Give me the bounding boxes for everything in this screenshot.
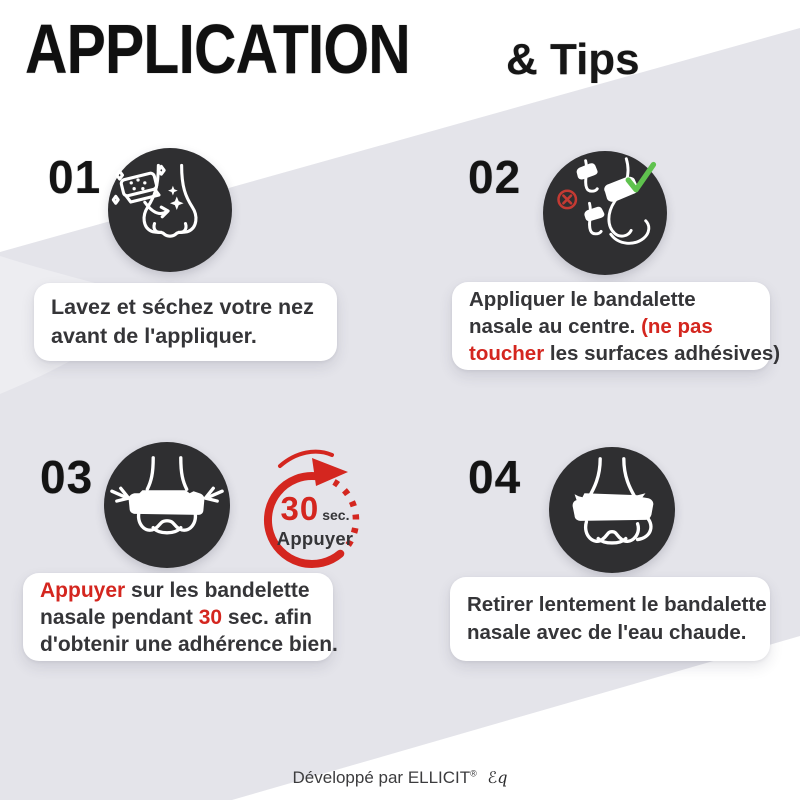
step-04-circle [549, 447, 675, 573]
step-04-instruction-box [450, 577, 770, 661]
timer-unit: sec. [322, 507, 350, 523]
step-04-text: Retirer lentement le bandalette nasale avec de l'eau chaude. [467, 593, 767, 644]
step-01-text: Lavez et séchez votre nez avant de l'appliquer. [51, 295, 314, 348]
step-02-text: Appliquer le bandalette nasale au centre. (ne pas toucher les surfaces adhésives) [469, 287, 781, 365]
step-03-instruction-box [23, 573, 338, 661]
ellicit-monogram-logo: ℰq [487, 768, 508, 787]
step-02-circle [543, 151, 667, 275]
step-03-circle [104, 442, 230, 568]
step-number-03: 03 [40, 451, 94, 503]
sponge-clean-nose-icon [108, 148, 232, 272]
step-01-circle [108, 148, 232, 272]
timer-value: 30 [280, 490, 320, 527]
registered-trademark-symbol: ® [470, 768, 477, 779]
step-02-instruction-box [452, 282, 781, 370]
step-number-01: 01 [48, 151, 102, 203]
step-number-02: 02 [468, 151, 522, 203]
strip-placement-check-icon [543, 151, 667, 275]
press-strip-icon [104, 442, 230, 568]
step-01-instruction-box [34, 283, 337, 361]
remove-strip-icon [549, 447, 675, 573]
footer-credit [0, 768, 800, 788]
timer-badge [252, 444, 378, 580]
timer-action-label: Appuyer [276, 528, 354, 549]
step-03-text: Appuyer sur les bandelette nasale pendant 30 sec. afin d'obtenir une adhérence bien. [40, 578, 338, 656]
page-title: APPLICATION [25, 10, 410, 88]
step-number-04: 04 [468, 451, 522, 503]
footer-text: Développé par ELLICIT [292, 768, 471, 787]
page-subtitle: & Tips [506, 35, 640, 84]
